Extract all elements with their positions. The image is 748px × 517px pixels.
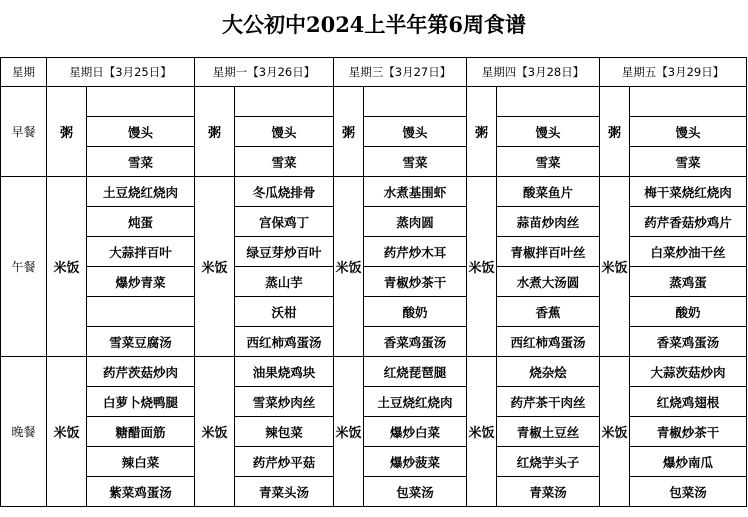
lunch-dish: 土豆烧红烧肉 bbox=[87, 177, 195, 207]
breakfast-label: 早餐 bbox=[1, 87, 47, 177]
breakfast-dish: 雪菜 bbox=[497, 147, 600, 177]
breakfast-dish bbox=[630, 87, 747, 117]
breakfast-dish bbox=[364, 87, 467, 117]
lunch-dish: 水煮基围虾 bbox=[364, 177, 467, 207]
dinner-label: 晚餐 bbox=[1, 357, 47, 507]
lunch-staple: 米饭 bbox=[334, 177, 364, 357]
lunch-dish: 酸奶 bbox=[630, 297, 747, 327]
lunch-dish: 青椒拌百叶丝 bbox=[497, 237, 600, 267]
breakfast-dish: 雪菜 bbox=[235, 147, 334, 177]
dinner-staple: 米饭 bbox=[47, 357, 87, 507]
lunch-row bbox=[1, 177, 747, 207]
lunch-dish: 蒸山芋 bbox=[235, 267, 334, 297]
lunch-dish: 蒸肉圆 bbox=[364, 207, 467, 237]
lunch-row bbox=[1, 237, 747, 267]
dinner-dish: 包菜汤 bbox=[364, 477, 467, 507]
dinner-dish: 包菜汤 bbox=[630, 477, 747, 507]
dinner-dish: 药芹茶干肉丝 bbox=[497, 387, 600, 417]
lunch-dish: 香菜鸡蛋汤 bbox=[630, 327, 747, 357]
dinner-dish: 红烧鸡翅根 bbox=[630, 387, 747, 417]
day-column-header: 星期日【3月25日】 bbox=[47, 58, 195, 87]
lunch-dish: 西红柿鸡蛋汤 bbox=[235, 327, 334, 357]
dinner-dish: 青椒炒茶干 bbox=[630, 417, 747, 447]
breakfast-dish: 馒头 bbox=[235, 117, 334, 147]
dinner-dish: 糖醋面筋 bbox=[87, 417, 195, 447]
dinner-staple: 米饭 bbox=[195, 357, 235, 507]
breakfast-dish: 馒头 bbox=[497, 117, 600, 147]
dinner-dish: 紫菜鸡蛋汤 bbox=[87, 477, 195, 507]
breakfast-staple: 粥 bbox=[334, 87, 364, 177]
breakfast-staple: 粥 bbox=[600, 87, 630, 177]
lunch-dish: 沃柑 bbox=[235, 297, 334, 327]
breakfast-dish: 馒头 bbox=[630, 117, 747, 147]
breakfast-dish: 馒头 bbox=[364, 117, 467, 147]
dinner-row bbox=[1, 477, 747, 507]
lunch-label: 午餐 bbox=[1, 177, 47, 357]
dinner-dish: 青菜头汤 bbox=[235, 477, 334, 507]
lunch-dish: 药芹香菇炒鸡片 bbox=[630, 207, 747, 237]
dinner-row bbox=[1, 417, 747, 447]
lunch-dish: 冬瓜烧排骨 bbox=[235, 177, 334, 207]
dinner-row bbox=[1, 447, 747, 477]
dinner-dish: 爆炒白菜 bbox=[364, 417, 467, 447]
lunch-staple: 米饭 bbox=[195, 177, 235, 357]
lunch-dish: 绿豆芽炒百叶 bbox=[235, 237, 334, 267]
lunch-staple: 米饭 bbox=[47, 177, 87, 357]
lunch-dish: 西红柿鸡蛋汤 bbox=[497, 327, 600, 357]
dinner-dish: 白萝卜烧鸭腿 bbox=[87, 387, 195, 417]
dinner-row bbox=[1, 357, 747, 387]
breakfast-staple: 粥 bbox=[47, 87, 87, 177]
breakfast-row bbox=[1, 87, 747, 117]
breakfast-dish bbox=[87, 87, 195, 117]
lunch-dish: 青椒炒茶干 bbox=[364, 267, 467, 297]
breakfast-dish bbox=[235, 87, 334, 117]
dinner-dish: 土豆烧红烧肉 bbox=[364, 387, 467, 417]
weekday-column-header: 星期 bbox=[1, 58, 47, 87]
day-column-header: 星期三【3月27日】 bbox=[334, 58, 467, 87]
dinner-dish: 药芹炒平菇 bbox=[235, 447, 334, 477]
dinner-dish: 青菜汤 bbox=[497, 477, 600, 507]
lunch-row bbox=[1, 207, 747, 237]
lunch-dish: 香菜鸡蛋汤 bbox=[364, 327, 467, 357]
lunch-dish: 梅干菜烧红烧肉 bbox=[630, 177, 747, 207]
dinner-dish: 辣包菜 bbox=[235, 417, 334, 447]
breakfast-dish: 馒头 bbox=[87, 117, 195, 147]
breakfast-dish: 雪菜 bbox=[364, 147, 467, 177]
breakfast-dish: 雪菜 bbox=[630, 147, 747, 177]
dinner-dish: 烧杂烩 bbox=[497, 357, 600, 387]
lunch-row bbox=[1, 297, 747, 327]
header-row bbox=[1, 58, 747, 87]
day-column-header: 星期四【3月28日】 bbox=[467, 58, 600, 87]
dinner-dish: 辣白菜 bbox=[87, 447, 195, 477]
dinner-dish: 爆炒南瓜 bbox=[630, 447, 747, 477]
lunch-dish: 酸菜鱼片 bbox=[497, 177, 600, 207]
lunch-dish: 爆炒青菜 bbox=[87, 267, 195, 297]
lunch-row bbox=[1, 267, 747, 297]
dinner-staple: 米饭 bbox=[467, 357, 497, 507]
lunch-staple: 米饭 bbox=[467, 177, 497, 357]
lunch-dish: 香蕉 bbox=[497, 297, 600, 327]
lunch-dish: 水煮大汤圆 bbox=[497, 267, 600, 297]
day-column-header: 星期五【3月29日】 bbox=[600, 58, 747, 87]
dinner-dish: 大蒜茨菇炒肉 bbox=[630, 357, 747, 387]
lunch-dish: 蒸鸡蛋 bbox=[630, 267, 747, 297]
lunch-dish: 蒜苗炒肉丝 bbox=[497, 207, 600, 237]
lunch-row bbox=[1, 327, 747, 357]
dinner-staple: 米饭 bbox=[600, 357, 630, 507]
lunch-dish: 雪菜豆腐汤 bbox=[87, 327, 195, 357]
dinner-dish: 爆炒菠菜 bbox=[364, 447, 467, 477]
dinner-dish: 油果烧鸡块 bbox=[235, 357, 334, 387]
breakfast-row bbox=[1, 147, 747, 177]
breakfast-row bbox=[1, 117, 747, 147]
day-column-header: 星期一【3月26日】 bbox=[195, 58, 334, 87]
breakfast-dish: 雪菜 bbox=[87, 147, 195, 177]
dinner-dish: 雪菜炒肉丝 bbox=[235, 387, 334, 417]
breakfast-staple: 粥 bbox=[467, 87, 497, 177]
lunch-staple: 米饭 bbox=[600, 177, 630, 357]
breakfast-staple: 粥 bbox=[195, 87, 235, 177]
page-title: 大公初中2024上半年第6周食谱 bbox=[221, 12, 527, 37]
lunch-dish: 酸奶 bbox=[364, 297, 467, 327]
dinner-dish: 红烧芋头子 bbox=[497, 447, 600, 477]
menu-table bbox=[0, 57, 747, 507]
lunch-dish: 宫保鸡丁 bbox=[235, 207, 334, 237]
lunch-dish: 炖蛋 bbox=[87, 207, 195, 237]
lunch-dish: 药芹炒木耳 bbox=[364, 237, 467, 267]
breakfast-dish bbox=[497, 87, 600, 117]
dinner-dish: 青椒土豆丝 bbox=[497, 417, 600, 447]
dinner-dish: 药芹茨菇炒肉 bbox=[87, 357, 195, 387]
lunch-dish bbox=[87, 297, 195, 327]
dinner-staple: 米饭 bbox=[334, 357, 364, 507]
dinner-row bbox=[1, 387, 747, 417]
lunch-dish: 大蒜拌百叶 bbox=[87, 237, 195, 267]
dinner-dish: 红烧琵琶腿 bbox=[364, 357, 467, 387]
lunch-dish: 白菜炒油干丝 bbox=[630, 237, 747, 267]
